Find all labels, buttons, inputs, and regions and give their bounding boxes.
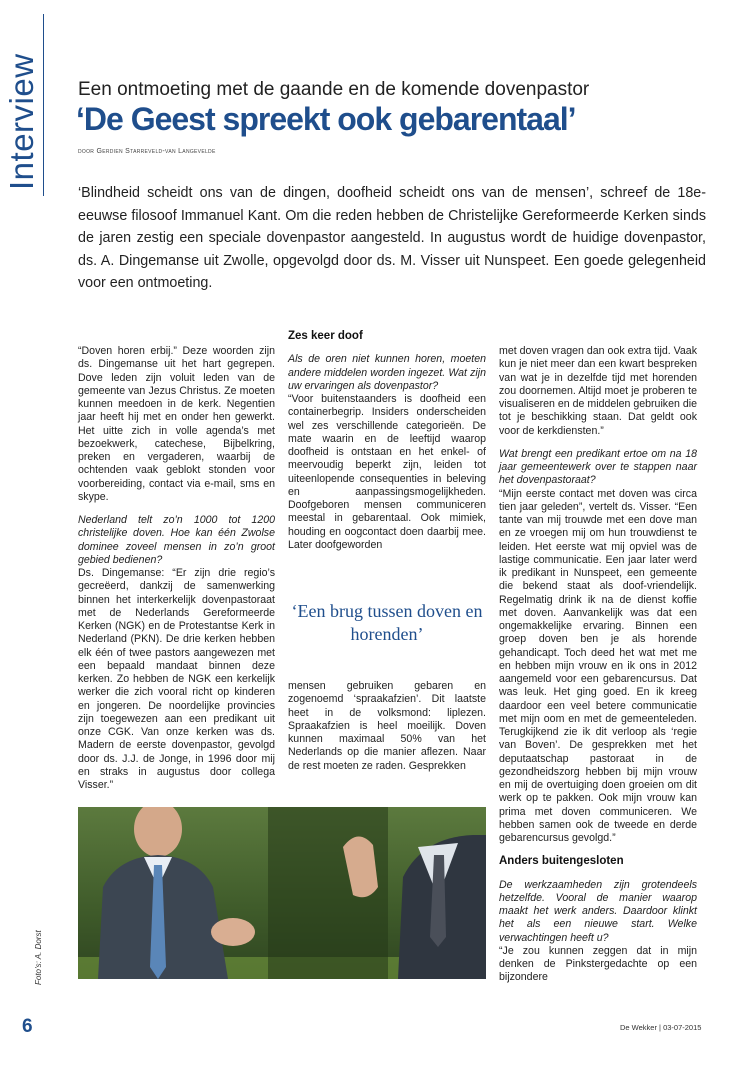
question: De werkzaamheden zijn grotendeels hetzelfde. Vooral de manier waarop maakt het werk anders. Daardoor klinkt het als een nieuwe start. Welke verwachtingen heeft u? xyxy=(499,878,697,944)
article-kicker: Een ontmoeting met de gaande en de komende dovenpastor xyxy=(78,79,590,100)
subheading: Anders buitengesloten xyxy=(499,855,624,868)
photo-credit: Foto’s: A. Dorst xyxy=(34,930,43,985)
article-photo xyxy=(78,807,486,979)
question: Als de oren niet kunnen horen, moeten andere middelen worden ingezet. Wat zijn uw ervaringen als dovenpastor? xyxy=(288,353,486,392)
left-man-hands xyxy=(211,918,255,946)
column-3 xyxy=(499,345,697,995)
article-byline: door Gerdien Starreveld-van Langevelde xyxy=(78,148,216,155)
column-2-continued xyxy=(288,680,486,783)
paragraph: “Voor buitenstaanders is doofheid een containerbegrip. Insiders onderscheiden wel zes verschillende categorieën. De mate waarin en de leeftijd waarop doofheid is ontstaan en het enkel- of meervoudig beperkt zijn, leiden tot uiteenlopende consequenties in beleving en aanpassingsmogelijkheden. Doofgeboren mensen communiceren meestal in gebarentaal. Ook mimiek, houding en oogcontact doen daarbij mee. Later doofgeworden xyxy=(288,393,486,551)
photo-illustration xyxy=(78,807,486,979)
page-number: 6 xyxy=(22,1016,33,1037)
pull-quote: ‘Een brug tussen doven en horenden’ xyxy=(291,601,483,644)
section-rule xyxy=(43,14,44,196)
paragraph: met doven vragen dan ook extra tijd. Vaak kun je niet meer dan een kwart bespreken van wat je in dezelfde tijd met horenden zou doornemen. Altijd moet je proberen te visualiseren en de middelen gebruiken die tot je beschikking staan. Dat geldt ook voor de kerkdiensten.” xyxy=(499,345,697,437)
article-intro: ‘Blindheid scheidt ons van de dingen, doofheid scheidt ons van de mensen’, schreef de 18e-eeuwse filosoof Immanuel Kant. Om die reden hebben de Christelijke Gereformeerde Kerken sinds de jaren zestig een speciale dovenpastor aangesteld. In augustus wordt de huidige dovenpastor, ds. A. Dingemanse uit Zwolle, opgevolgd door ds. M. Visser uit Nunspeet. Een goede gelegenheid voor een ontmoeting. xyxy=(78,185,706,291)
section-label: Interview xyxy=(3,53,40,190)
column-2 xyxy=(288,330,486,562)
question: Wat brengt een predikant ertoe om na 18 jaar gemeentewerk over te stappen naar het dovenpastoraat? xyxy=(499,447,697,487)
publication-footer: De Wekker | 03-07-2015 xyxy=(620,1023,702,1032)
paragraph: mensen gebruiken gebaren en zogenoemd ‘spraakafzien’. Dit laatste heet in de volksmond: liplezen. Spraakafzien is heel moeilijk. Doven kunnen maximaal 50% van het Nederlands op die manier aflezen. Naar de rest moeten ze raden. Gesprekken xyxy=(288,680,486,772)
subheading: Zes keer doof xyxy=(288,330,363,342)
article-headline: ‘De Geest spreekt ook gebarentaal’ xyxy=(76,101,576,137)
paragraph: “Mijn eerste contact met doven was circa tien jaar geleden”, vertelt ds. Visser. “Een tante van mij trouwde met een dove man en ze vroegen mij om hun trouwdienst te leiden. Het eerste wat mij opviel was de lastige communicatie. Een jaar later werd ik predikant in Nunspeet, een gemeente die bekend staat als doof-vriendelijk. Regelmatig drink ik na de dienst koffie met doven. Aanvankelijk was dat een ongemakkelijke ervaring. Binnen een groep doven ben je als horende gehandicapt. Toch deed het wat met me en hebben mijn vrouw en ik ons in 2012 aangemeld voor een gebarencursus. Dat was leuk. Het ging goed. En ik kreeg daardoor een veel betere communicatie met mijn oom en met de gemeenteleden. Terugkijkend zie ik dit verloop als ‘regie van Boven’. De gesprekken met het deputaatschap pastoraat in de gezondheidszorg hebben bij mijn vrouw en mij de overtuiging doen groeien om dit werk op te pakken. Ook mijn vrouw kan prima met doven communiceren. We hebben samen ook de tweede en derde gebarencursus gevolgd.” xyxy=(499,487,697,844)
question: Nederland telt zo’n 1000 tot 1200 christelijke doven. Hoe kan één Zwolse dominee zoveel mensen in zo’n groot gebied bedienen? xyxy=(78,514,275,566)
paragraph: “Je zou kunnen zeggen dat in mijn denken de Pinkstergedachte op een bijzondere xyxy=(499,944,697,984)
column-1 xyxy=(78,345,275,802)
paragraph: Ds. Dingemanse: “Er zijn drie regio’s gecreëerd, dankzij de samenwerking binnen het interkerkelijk dovenpastoraat met de Nederlands Gereformeerde Kerken (NGK) en de Protestantse Kerk in Nederland (PKN). De drie kerken hebben elk één of twee pastors aangewezen met een bepaald mandaat binnen deze kerken. Zo hebben de NGK een kerkelijk werker die zich vooral richt op kinderen en jongeren. De noordelijke provincies zijn toegewezen aan een predikant uit onze CGK. Van onze kerken was ds. Madern de eerste dovenpastor, gevolgd door ds. J.J. de Jonge, in 1996 door mij en straks in augustus door collega Visser.” xyxy=(78,567,275,791)
paragraph: “Doven horen erbij.” Deze woorden zijn ds. Dingemanse uit het hart gegrepen. Dove leden zijn voluit leden van de gemeente van Jezus Christus. Ze moeten kunnen meedoen in de kerk. Negentien jaar heeft hij met en onder hen gewerkt. Het uitte zich in volle agenda’s met bezoekwerk, catechese, Bijbelkring, preken en vergaderen, waarbij de ochtenden vaak geblokt stonden voor voorbereiding, contact via e-mail, sms en skype. xyxy=(78,345,275,503)
